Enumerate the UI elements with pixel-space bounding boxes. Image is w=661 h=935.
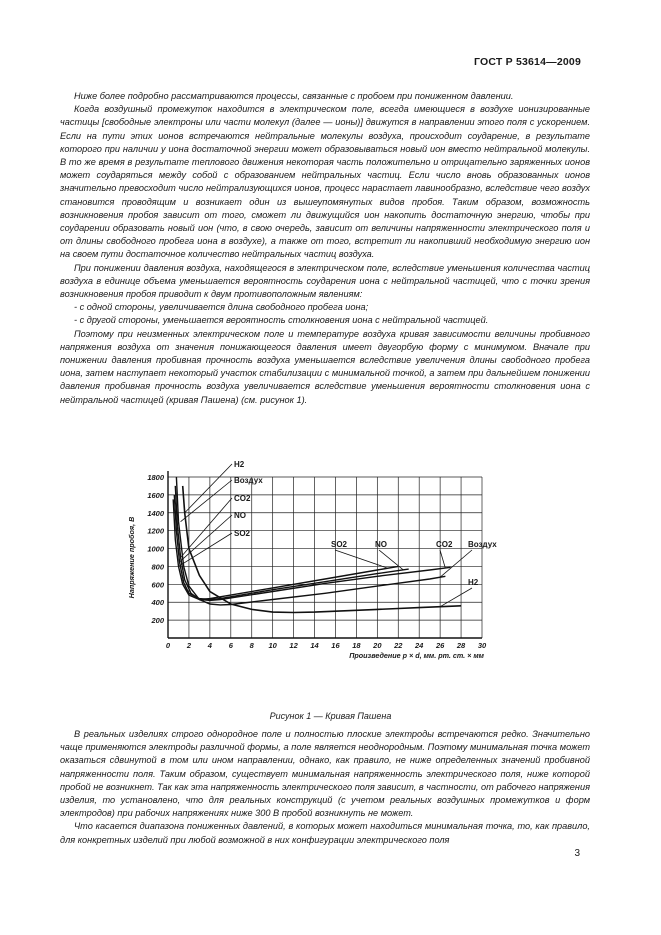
- paragraph: Ниже более подробно рассматриваются процессы, связанные с пробоем при пониженном давлении.: [74, 91, 514, 101]
- y-tick-label: 800: [151, 562, 164, 572]
- body-text-bottom: [60, 728, 590, 847]
- legend-label-left: CO2: [234, 494, 251, 503]
- x-tick-label: 8: [249, 641, 254, 650]
- y-tick-label: 600: [151, 580, 164, 590]
- paragraph: Что касается диапазона пониженных давлений, в которых может находиться минимальная точка, то, как правило, для конкретных изделий при любой возможной в них конфигурации электрического поля: [60, 821, 590, 845]
- x-tick-label: 26: [435, 641, 445, 650]
- paschen-chart: [118, 455, 508, 715]
- legend-label-left: SO2: [234, 529, 251, 538]
- paschen-figure: [118, 455, 508, 715]
- legend-leader-right: [440, 588, 472, 607]
- x-tick-label: 30: [477, 641, 487, 650]
- legend-label-right: H2: [468, 578, 479, 587]
- legend-leader-right: [440, 550, 472, 577]
- legend-label-left: H2: [234, 460, 245, 469]
- y-tick-label: 1800: [147, 473, 164, 482]
- y-tick-label: 400: [151, 598, 164, 608]
- y-axis-label: Напряжение пробоя, В: [127, 516, 136, 599]
- legend-label-left: NO: [234, 511, 246, 520]
- legend-label-right: CO2: [436, 540, 453, 549]
- x-tick-label: 18: [352, 641, 361, 650]
- x-tick-label: 12: [289, 641, 298, 650]
- paragraph: Поэтому при неизменных электрическом поле и температуре воздуха кривая зависимости величины пробивного напряжения воздуха от значения понижающегося давления имеет двугорбую форму с минимумом. Вначале при понижении давления пробивная прочность воздуха уменьшается вследствие увеличения длины свободного пробега иона, затем наступает некоторый участок стабилизации с минимальной точкой, а затем при дальнейшем понижении давления пробивная прочность воздуха увеличивается вследствие уменьшения вероятности столкновения иона с нейтральной частицей (кривая Пашена) (см. рисунок 1).: [60, 328, 590, 405]
- y-tick-label: 1000: [147, 544, 164, 554]
- x-tick-label: 14: [310, 641, 319, 650]
- legend-label-right: Воздух: [468, 540, 497, 549]
- list-item: - с другой стороны, уменьшается вероятность столкновения иона с нейтральной частицей.: [74, 315, 489, 326]
- legend-leader-right: [335, 550, 388, 568]
- x-tick-label: 16: [331, 641, 340, 650]
- page-number: 3: [574, 848, 580, 859]
- x-tick-label: 2: [186, 641, 192, 650]
- legend-leader-left: [178, 533, 232, 566]
- legend-leader-left: [185, 464, 232, 513]
- y-tick-label: 200: [151, 616, 164, 626]
- chart-grid: [168, 477, 482, 638]
- document-header: ГОСТ Р 53614—2009: [473, 56, 581, 68]
- legend-label-right: SO2: [331, 540, 348, 549]
- chart-axes: [168, 471, 482, 638]
- body-text-top: [60, 90, 590, 407]
- legend-leader-left: [181, 480, 232, 522]
- y-tick-label: 1400: [147, 508, 164, 518]
- x-tick-label: 24: [415, 641, 424, 650]
- legend-label-left: Воздух: [234, 476, 263, 485]
- x-axis-label: Произведение p × d, мм. рт. ст. × мм: [349, 651, 484, 660]
- x-tick-label: 0: [165, 641, 171, 650]
- y-tick-label: 1200: [147, 526, 164, 536]
- paragraph: В реальных изделиях строго однородное поле и полностью плоские электроды встречаются редко. Значительно чаще применяются электроды различной формы, а поле является неоднородным. Поэтому минимальная точка может оказаться сдвинутой в том или ином направлении, однако, как правило, не ниже определенных значений пробивной напряженности поля. Таким образом, существует минимальная напряженность электрического поля, ниже которой пробой не возникнет. Так как эта напряженность электрического поля зависит, в частности, от рабочего напряжения изделия, то установлено, что для реальных конструкций (с учетом реальных воздушных промежутков и форм электродов) при рабочих напряжениях ниже 300 В пробой возникнуть не может.: [60, 729, 590, 819]
- paragraph: Когда воздушный промежуток находится в электрическом поле, всегда имеющиеся в воздухе ионизированные частицы [свободные электроны или части молекул (далее — ионы)] движутся в направлении этого поля с ускорением. Если на пути этих ионов встречаются нейтральные молекулы воздуха, происходит соударение, в результате которого при наличии у иона достаточной энергии может образовываться новый ион вместо нейтральной молекулы. В то же время в результате теплового движения некоторая часть положительно и отрицательно заряженных ионов может соударяться между собой с образованием нейтральных частиц. Если число вновь образованных ионов значительно превосходит число нейтрализующихся ионов, процесс нарастает лавинообразно, вследствие чего воздух становится проводящим и возникает один из вышеупомянутых видов пробоя. Таким образом, возможность возникновения пробоя зависит от того, сможет ли движущийся ион накопить достаточную энергию, чтобы при соударении образовать новый ион (что, в свою очередь, зависит от величины напряженности электрического поля и от длины свободного пробега иона в воздухе), а также от того, встретит ли накопивший необходимую энергию ион на своем пути достаточное количество нейтральных частиц воздуха.: [60, 104, 590, 260]
- paragraph: При понижении давления воздуха, находящегося в электрическом поле, вследствие уменьшения количества частиц воздуха в единице объема уменьшается вероятность соударения иона с нейтральной частицей, что с точки зрения возникновения пробоя приводит к двум противоположным явлениям:: [60, 262, 590, 300]
- chart-series: [173, 477, 461, 613]
- legend-label-right: NO: [375, 540, 387, 549]
- list-item: - с одной стороны, увеличивается длина свободного пробега иона;: [74, 302, 369, 313]
- figure-caption: Рисунок 1 — Кривая Пашена: [269, 711, 392, 721]
- y-tick-label: 1600: [147, 490, 164, 500]
- x-tick-label: 20: [373, 641, 382, 650]
- x-tick-label: 4: [207, 641, 212, 650]
- x-tick-label: 28: [456, 641, 466, 650]
- legend-leader-right: [440, 550, 445, 568]
- x-tick-label: 10: [268, 641, 277, 650]
- x-tick-label: 6: [228, 641, 233, 650]
- x-tick-label: 22: [394, 641, 403, 650]
